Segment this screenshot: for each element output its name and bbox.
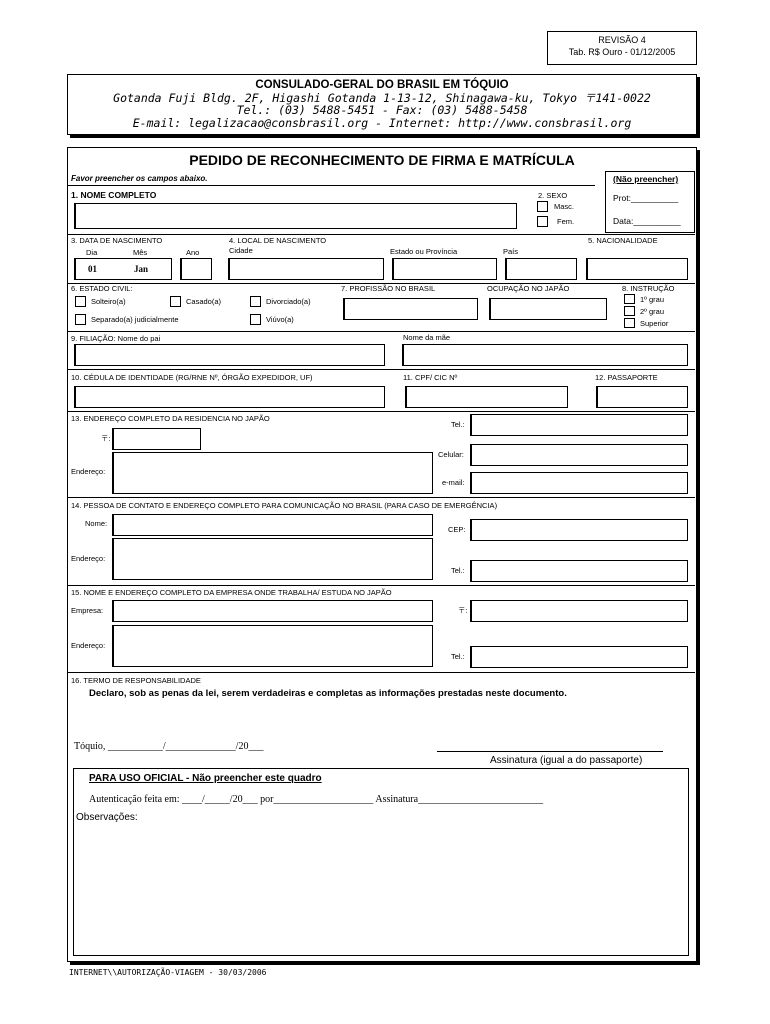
divorciado-checkbox[interactable] [250, 296, 261, 307]
nacionalidade-label: 5. NACIONALIDADE [588, 236, 658, 245]
nascimento-dia-label: Dia [86, 248, 98, 257]
contato-endereco-field[interactable] [112, 538, 433, 580]
termo-label: 16. TERMO DE RESPONSABILIDADE [71, 676, 201, 685]
empresa-endereco-label: Endereço: [71, 641, 106, 650]
profissao-field[interactable] [343, 298, 478, 320]
nome-label: 1. NOME COMPLETO [71, 190, 157, 200]
official-auth-line: Autenticação feita em: ____/_____/20___ por____________________ Assinatura_________________________ [89, 794, 544, 805]
revision-table-date: Tab. R$ Ouro - 01/12/2005 [568, 47, 676, 57]
termo-text: Declaro, sob as penas da lei, serem verdadeiras e completas as informações prestadas neste documento. [89, 688, 567, 699]
ocupacao-field[interactable] [489, 298, 607, 320]
endereco-japao-email-label: e-mail: [442, 478, 465, 487]
endereco-japao-celular-label: Celular: [438, 450, 464, 459]
sexo-masc-checkbox[interactable] [537, 201, 548, 212]
local-pais-field[interactable] [505, 258, 577, 280]
revision-number: REVISÃO 4 [598, 35, 646, 45]
empresa-postal-label: 〒: [458, 606, 468, 615]
empresa-postal-field[interactable] [470, 600, 688, 622]
nome-field[interactable] [74, 203, 517, 229]
official-obs-label: Observações: [76, 812, 138, 823]
endereco-japao-field[interactable] [112, 452, 433, 494]
solteiro-checkbox[interactable] [75, 296, 86, 307]
filiacao-mae-label: Nome da mãe [403, 333, 451, 342]
viuvo-label: Viúvo(a) [266, 315, 294, 324]
local-cidade-label: Cidade [229, 246, 253, 255]
nascimento-ano-label: Ano [186, 248, 200, 257]
contato-tel-field[interactable] [470, 560, 688, 582]
viuvo-checkbox[interactable] [250, 314, 261, 325]
estado-civil-label: 6. ESTADO CIVIL: [71, 284, 133, 293]
endereco-japao-endereco-label: Endereço: [71, 467, 106, 476]
local-pais-label: País [503, 247, 519, 256]
local-cidade-field[interactable] [228, 258, 384, 280]
form-title: PEDIDO DE RECONHECIMENTO DE FIRMA E MATRÍCULA [189, 152, 575, 168]
cedula-label: 10. CÉDULA DE IDENTIDADE (RG/RNE Nº, ÓRGÃO EXPEDIDOR, UF) [71, 373, 313, 382]
contato-cep-label: CEP: [448, 525, 466, 534]
grau1-checkbox[interactable] [624, 294, 635, 304]
superior-checkbox[interactable] [624, 318, 635, 328]
endereco-japao-celular-field[interactable] [470, 444, 688, 466]
filiacao-pai-label: 9. FILIAÇÃO: Nome do pai [71, 334, 161, 343]
local-estado-label: Estado ou Província [390, 247, 458, 256]
solteiro-label: Solteiro(a) [91, 297, 126, 306]
consulate-contact: E-mail: legalizacao@consbrasil.org - Internet: http://www.consbrasil.org [132, 116, 632, 130]
official-use-title: PARA USO OFICIAL - Não preencher este quadro [89, 773, 322, 784]
nascimento-dia-value: 01 [88, 264, 97, 274]
grau2-label: 2º grau [640, 307, 665, 316]
sexo-label: 2. SEXO [538, 191, 568, 200]
profissao-label: 7. PROFISSÃO NO BRASIL [341, 284, 436, 293]
sexo-masc-label: Masc. [554, 202, 575, 211]
signature-caption: Assinatura (igual a do passaporte) [490, 755, 643, 766]
consulate-phone: Tel.: (03) 5488-5451 - Fax: (03) 5488-5458 [236, 103, 528, 117]
grau2-checkbox[interactable] [624, 306, 635, 316]
signature-line[interactable] [437, 751, 663, 752]
contato-nome-label: Nome: [85, 519, 108, 528]
divorciado-label: Divorciado(a) [266, 297, 311, 306]
date-line[interactable]: Tóquio, ___________/______________/20___ [74, 741, 264, 752]
form-instruction: Favor preencher os campos abaixo. [71, 174, 208, 183]
empresa-nome-label: Empresa: [71, 606, 104, 615]
endereco-japao-email-field[interactable] [470, 472, 688, 494]
ocupacao-label: OCUPAÇÃO NO JAPÃO [487, 284, 570, 293]
endereco-japao-tel-label: Tel.: [451, 420, 465, 429]
cpf-field[interactable] [405, 386, 568, 408]
instrucao-label: 8. INSTRUÇÃO [622, 284, 675, 293]
separado-checkbox[interactable] [75, 314, 86, 325]
contato-label: 14. PESSOA DE CONTATO E ENDEREÇO COMPLETO PARA COMUNICAÇÃO NO BRASIL (PARA CASO DE EMERGÊNCIA) [71, 501, 498, 510]
empresa-tel-label: Tel.: [451, 652, 465, 661]
office-use-title: (Não preencher) [613, 174, 679, 184]
sexo-fem-label: Fem. [557, 217, 575, 226]
nascimento-label: 3. DATA DE NASCIMENTO [71, 236, 163, 245]
endereco-japao-label: 13. ENDEREÇO COMPLETO DA RESIDENCIA NO JAPÃO [71, 414, 270, 423]
office-prot: Prot:__________ [613, 193, 679, 203]
empresa-tel-field[interactable] [470, 646, 688, 668]
endereco-japao-tel-field[interactable] [470, 414, 688, 436]
local-estado-field[interactable] [392, 258, 497, 280]
contato-endereco-label: Endereço: [71, 554, 106, 563]
contato-tel-label: Tel.: [451, 566, 465, 575]
superior-label: Superior [640, 319, 669, 328]
contato-nome-field[interactable] [112, 514, 433, 536]
consulate-title: CONSULADO-GERAL DO BRASIL EM TÓQUIO [255, 79, 509, 91]
empresa-nome-field[interactable] [112, 600, 433, 622]
cedula-field[interactable] [74, 386, 385, 408]
footer-path: INTERNET\\AUTORIZAÇÃO-VIAGEM - 30/03/2006 [69, 968, 267, 977]
passaporte-label: 12. PASSAPORTE [595, 373, 658, 382]
grau1-label: 1º grau [640, 295, 665, 304]
passaporte-field[interactable] [596, 386, 688, 408]
cpf-label: 11. CPF/ CIC Nº [403, 373, 458, 382]
office-data: Data:__________ [613, 216, 681, 226]
consulate-address: Gotanda Fuji Bldg. 2F, Higashi Gotanda 1-13-12, Shinagawa-ku, Tokyo 〒141-0022 [113, 91, 651, 105]
nascimento-ano-field[interactable] [180, 258, 212, 280]
nascimento-mes-value: Jan [134, 264, 149, 274]
separado-label: Separado(a) judicialmente [91, 315, 179, 324]
nacionalidade-field[interactable] [586, 258, 688, 280]
filiacao-mae-field[interactable] [402, 344, 688, 366]
empresa-label: 15. NOME E ENDEREÇO COMPLETO DA EMPRESA ONDE TRABALHA/ ESTUDA NO JAPÃO [71, 588, 392, 597]
empresa-endereco-field[interactable] [112, 625, 433, 667]
casado-checkbox[interactable] [170, 296, 181, 307]
local-label: 4. LOCAL DE NASCIMENTO [229, 236, 327, 245]
contato-cep-field[interactable] [470, 519, 688, 541]
sexo-fem-checkbox[interactable] [537, 216, 548, 227]
casado-label: Casado(a) [186, 297, 222, 306]
filiacao-pai-field[interactable] [74, 344, 385, 366]
nascimento-mes-label: Mês [133, 248, 148, 257]
endereco-japao-postal-field[interactable] [112, 428, 201, 450]
endereco-japao-postal-label: 〒: [101, 434, 111, 443]
